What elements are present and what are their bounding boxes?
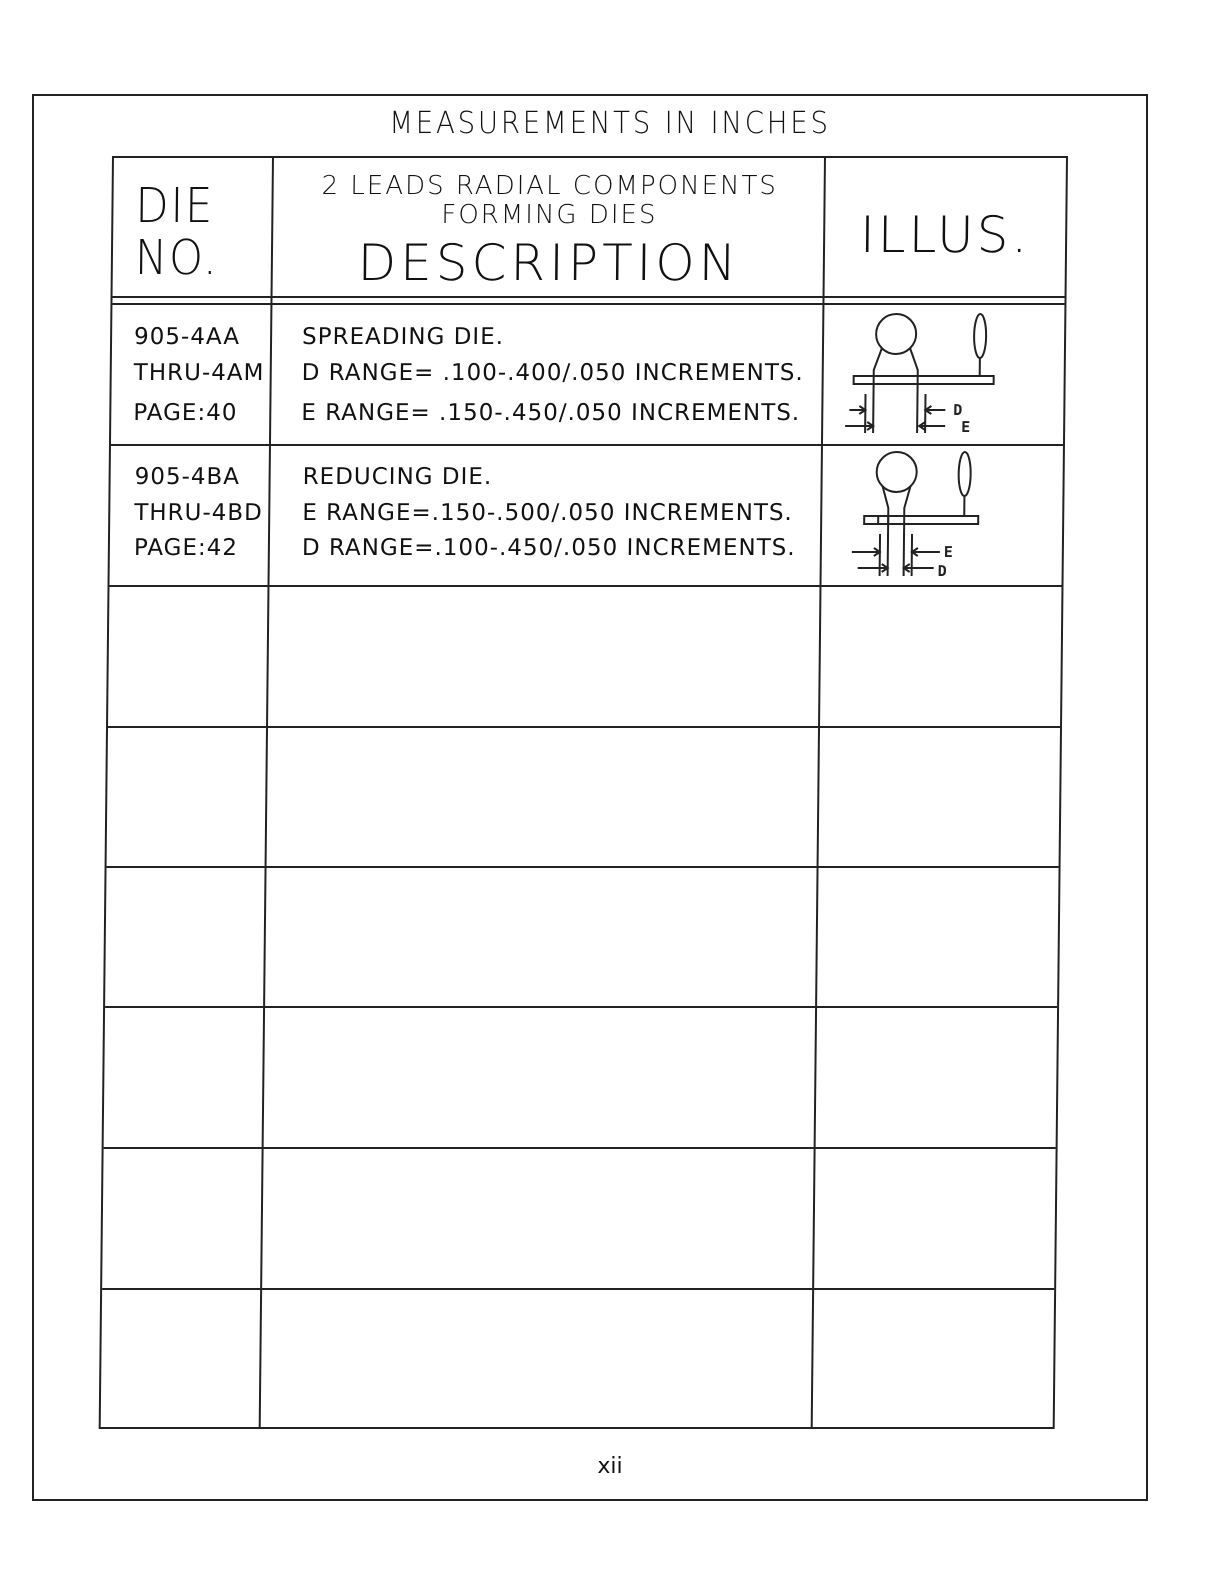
desc-header-line2: FORMING DIES xyxy=(441,200,658,230)
row1-desc-2: D RANGE= .100-.400/.050 INCREMENTS. xyxy=(301,360,804,386)
illus1-label-e: E xyxy=(961,418,971,436)
header-rule xyxy=(113,296,1065,298)
table-header xyxy=(113,158,1066,298)
row-divider xyxy=(111,444,1063,446)
die-header-line2: NO. xyxy=(134,230,219,286)
reducing-die-icon xyxy=(842,448,1003,583)
row-divider xyxy=(108,726,1060,728)
row2-desc-3: D RANGE=.100-.450/.050 INCREMENTS. xyxy=(301,535,796,561)
row2-desc-1: REDUCING DIE. xyxy=(302,464,493,490)
illus1-label-d: D xyxy=(953,401,963,419)
row1-die-no-2: THRU-4AM xyxy=(133,360,265,386)
description-header: DESCRIPTION xyxy=(357,234,741,292)
row-divider xyxy=(107,866,1059,868)
spreading-die-icon xyxy=(841,308,1002,443)
die-header-line1: DIE xyxy=(135,178,215,234)
page-title: MEASUREMENTS IN INCHES xyxy=(389,106,831,141)
row-divider xyxy=(104,1147,1056,1149)
die-table xyxy=(99,156,1068,1429)
row1-die-no-3: PAGE:40 xyxy=(133,400,238,426)
row-divider xyxy=(105,1006,1057,1008)
row2-desc-2: E RANGE=.150-.500/.050 INCREMENTS. xyxy=(302,500,793,526)
die-no-header xyxy=(135,180,220,284)
desc-header-line1: 2 LEADS RADIAL COMPONENTS xyxy=(321,171,778,201)
illus2-label-e: E xyxy=(943,543,953,561)
row-divider xyxy=(109,585,1061,587)
row2-die-no-3: PAGE:42 xyxy=(133,535,239,561)
row2-die-no-2: THRU-4BD xyxy=(134,500,263,526)
page-number: xii xyxy=(597,1454,623,1479)
illus2-label-d: D xyxy=(937,562,947,580)
illus-header: ILLUS. xyxy=(859,206,1031,264)
row-divider xyxy=(102,1288,1054,1290)
column-divider-1 xyxy=(259,158,274,1427)
row1-desc-1: SPREADING DIE. xyxy=(301,324,505,350)
row1-desc-3: E RANGE= .150-.450/.050 INCREMENTS. xyxy=(301,400,801,426)
header-rule-double xyxy=(112,303,1064,305)
column-divider-2 xyxy=(811,158,826,1427)
row2-die-no-1: 905-4BA xyxy=(134,464,241,490)
row1-die-no-1: 905-4AA xyxy=(133,324,241,350)
